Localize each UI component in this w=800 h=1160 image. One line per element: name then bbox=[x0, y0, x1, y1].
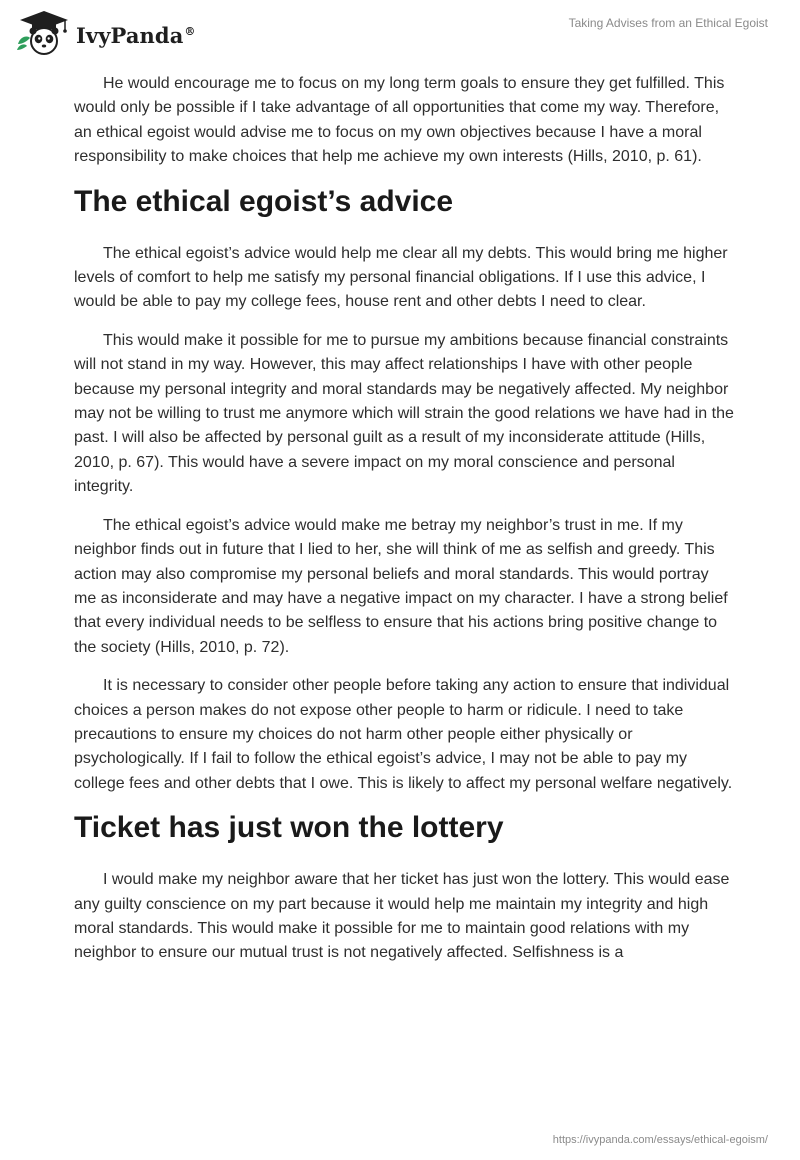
essay-body bbox=[74, 72, 734, 980]
paragraph: He would encourage me to focus on my long term goals to ensure they get fulfilled. This would only be possible if I take advantage of all opportunities that come my way. Therefore, an ethical egoist would advise me to focus on my own objectives because I have a moral responsibility to make choices that help me achieve my own interests (Hills, 2010, p. 61). bbox=[74, 75, 725, 166]
paragraph: This would make it possible for me to pursue my ambitions because financial constraints will not stand in my way. However, this may affect relationships I have with other people because my personal integrity and moral standards may be negatively affected. My neighbor may not be willing to trust me anymore which will strain the good relations we have had in the past. I will also be affected by personal guilt as a result of my inconsiderate attitude (Hills, 2010, p. 67). This would have a severe impact on my moral conscience and personal integrity. bbox=[74, 331, 734, 496]
source-url-link[interactable]: https://ivypanda.com/essays/ethical-egoism/ bbox=[552, 1134, 768, 1146]
paragraph: I would make my neighbor aware that her ticket has just won the lottery. This would ease any guilty conscience on my part because it would help me maintain my integrity and high moral standards. This would make it possible for me to maintain good relations with my neighbor to ensure our mutual trust is not negatively affected. Selfishness is a bbox=[74, 871, 730, 962]
ivypanda-logo[interactable] bbox=[14, 8, 196, 56]
registered-mark: ® bbox=[184, 24, 196, 38]
page-header bbox=[0, 0, 800, 64]
logo-text: IvyPanda bbox=[76, 22, 184, 48]
section-heading: Ticket has just won the lottery bbox=[74, 811, 504, 845]
section-heading: The ethical egoist’s advice bbox=[74, 184, 454, 218]
paragraph: The ethical egoist’s advice would help me clear all my debts. This would bring me higher levels of comfort to help me satisfy my personal financial obligations. If I use this advice, I would be able to pay my college fees, house rent and other debts I need to clear. bbox=[74, 244, 728, 311]
paragraph: The ethical egoist’s advice would make me betray my neighbor’s trust in me. If my neighbor finds out in future that I lied to her, she will think of me as selfish and greedy. This action may also compromise my personal beliefs and moral standards. This would portray me as inconsiderate and may have a negative impact on my character. I have a strong belief that every individual needs to be selfless to ensure that his actions bring positive change to the society (Hills, 2010, p. 72). bbox=[74, 516, 728, 656]
paragraph: It is necessary to consider other people before taking any action to ensure that individual choices a person makes do not expose other people to harm or ridicule. I need to take precautions to ensure my choices do not harm other people either physically or psychologically. If I fail to follow the ethical egoist’s advice, I may not be able to pay my college fees and other debts that I owe. This is likely to affect my personal welfare negatively. bbox=[74, 677, 733, 792]
panda-graduate-icon bbox=[14, 8, 70, 56]
document-title: Taking Advises from an Ethical Egoist bbox=[568, 16, 768, 30]
logo-wordmark bbox=[76, 23, 196, 48]
